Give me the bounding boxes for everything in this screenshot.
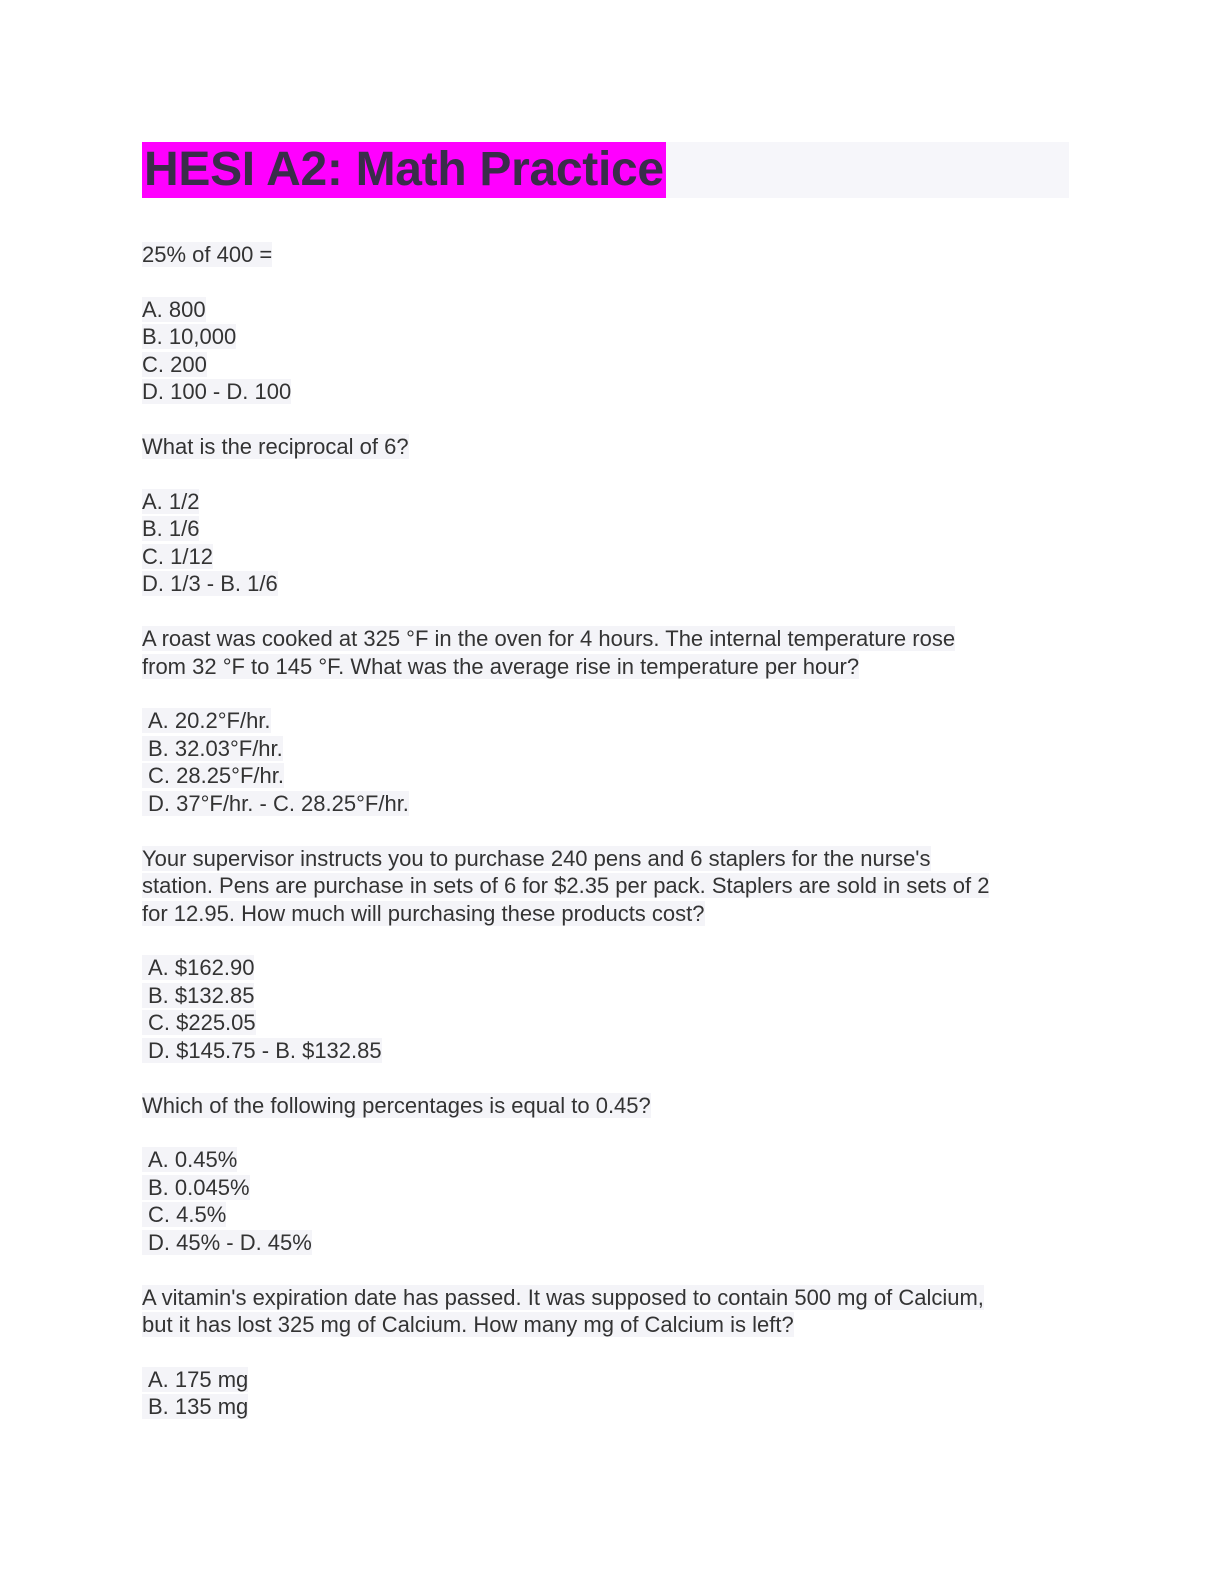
question-line: What is the reciprocal of 6?	[142, 434, 409, 459]
question-text	[142, 845, 1072, 928]
answer-options	[142, 707, 1072, 817]
question-line: Your supervisor instructs you to purchase 240 pens and 6 staplers for the nurse's	[142, 845, 931, 871]
question-text	[142, 241, 1072, 269]
question-line: 25% of 400 =	[142, 242, 273, 267]
question-text	[142, 625, 1072, 680]
question-block-4	[142, 845, 1072, 1065]
answer-option: B. 135 mg	[142, 1394, 248, 1419]
answer-option: A. 800	[142, 296, 206, 322]
question-line: A roast was cooked at 325 °F in the oven for 4 hours. The internal temperature rose	[142, 626, 956, 651]
question-text	[142, 433, 1072, 461]
answer-option: A. 1/2	[142, 488, 200, 514]
answer-option: C. 200	[142, 351, 207, 377]
answer-option: B. 32.03°F/hr.	[142, 736, 283, 761]
question-block-3	[142, 625, 1072, 817]
question-text	[142, 1284, 1072, 1339]
question-line: Which of the following percentages is equal to 0.45?	[142, 1092, 651, 1118]
answer-option: C. 28.25°F/hr.	[142, 763, 284, 788]
answer-option: D. $145.75 - B. $132.85	[142, 1038, 382, 1063]
answer-option: B. 1/6	[142, 516, 200, 541]
answer-options	[142, 1366, 1072, 1421]
answer-option: A. $162.90	[142, 955, 254, 980]
answer-option: C. $225.05	[142, 1010, 256, 1035]
question-block-6	[142, 1284, 1072, 1421]
answer-option: D. 37°F/hr. - C. 28.25°F/hr.	[142, 791, 409, 816]
answer-options	[142, 1146, 1072, 1256]
answer-option: B. $132.85	[142, 983, 254, 1008]
question-block-5	[142, 1092, 1072, 1257]
question-list	[142, 241, 1072, 1448]
question-line: from 32 °F to 145 °F. What was the average rise in temperature per hour?	[142, 653, 860, 679]
answer-options	[142, 488, 1072, 598]
answer-option: D. 100 - D. 100	[142, 379, 292, 404]
question-block-2	[142, 433, 1072, 598]
question-block-1	[142, 241, 1072, 406]
answer-options	[142, 296, 1072, 406]
question-line: for 12.95. How much will purchasing these products cost?	[142, 900, 705, 926]
answer-option: A. 175 mg	[142, 1367, 248, 1392]
question-line: A vitamin's expiration date has passed. It was supposed to contain 500 mg of Calcium,	[142, 1284, 984, 1310]
answer-option: C. 1/12	[142, 543, 213, 569]
answer-option: C. 4.5%	[142, 1202, 226, 1227]
answer-options	[142, 954, 1072, 1064]
page-title: HESI A2: Math Practice	[144, 143, 664, 196]
answer-option: A. 0.45%	[142, 1147, 237, 1172]
answer-option: D. 45% - D. 45%	[142, 1230, 312, 1255]
answer-option: D. 1/3 - B. 1/6	[142, 571, 278, 596]
answer-option: B. 10,000	[142, 324, 237, 349]
question-line: but it has lost 325 mg of Calcium. How many mg of Calcium is left?	[142, 1312, 794, 1337]
answer-option: B. 0.045%	[142, 1175, 250, 1200]
answer-option: A. 20.2°F/hr.	[142, 708, 271, 733]
question-text	[142, 1092, 1072, 1120]
question-line: station. Pens are purchase in sets of 6 for $2.35 per pack. Staplers are sold in sets of 2	[142, 873, 990, 898]
